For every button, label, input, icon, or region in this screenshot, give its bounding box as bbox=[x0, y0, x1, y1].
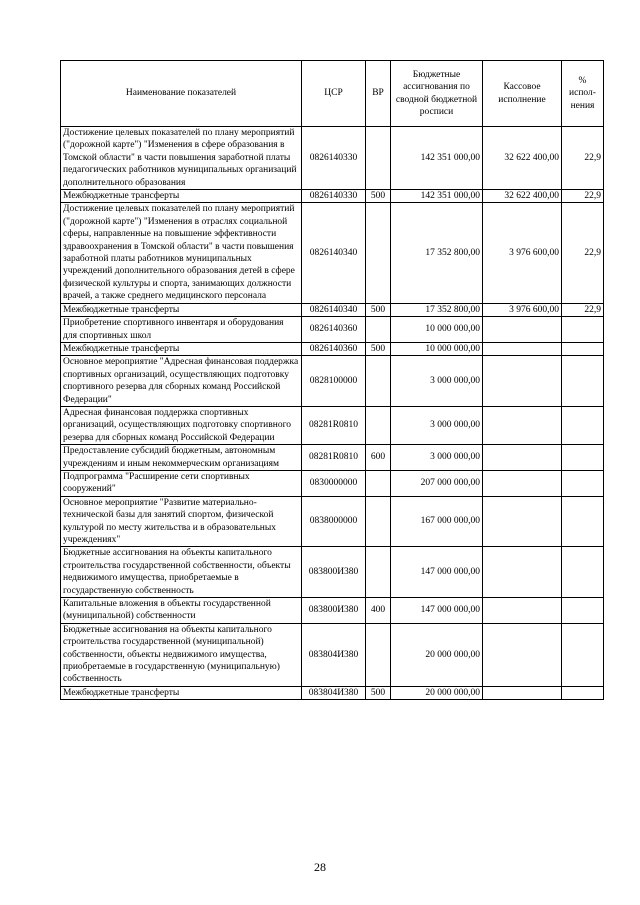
cell-percent bbox=[562, 496, 604, 547]
cell-vr: 500 bbox=[366, 342, 391, 355]
cell-budget: 20 000 000,00 bbox=[391, 686, 483, 699]
cell-percent bbox=[562, 356, 604, 407]
cell-budget: 17 352 800,00 bbox=[391, 303, 483, 316]
cell-cash bbox=[483, 686, 562, 699]
cell-budget: 147 000 000,00 bbox=[391, 547, 483, 598]
cell-vr: 400 bbox=[366, 598, 391, 624]
table-row bbox=[61, 203, 604, 303]
cell-percent bbox=[562, 623, 604, 686]
table-row bbox=[61, 496, 604, 547]
cell-csr: 083804И380 bbox=[302, 686, 366, 699]
cell-csr: 083804И380 bbox=[302, 623, 366, 686]
cell-vr bbox=[366, 203, 391, 303]
cell-vr: 500 bbox=[366, 190, 391, 203]
cell-cash: 3 976 600,00 bbox=[483, 203, 562, 303]
cell-vr bbox=[366, 317, 391, 343]
cell-csr: 0830000000 bbox=[302, 470, 366, 496]
cell-budget: 3 000 000,00 bbox=[391, 406, 483, 444]
cell-name: Достижение целевых показателей по плану мероприятий ("дорожной карте") "Изменения в сфере образования в Томской области" в части повышения заработной платы педагогических работников муниципальных организаций дополнительного образования bbox=[61, 127, 302, 190]
header-vr: ВР bbox=[366, 61, 391, 127]
cell-percent bbox=[562, 598, 604, 624]
cell-budget: 10 000 000,00 bbox=[391, 317, 483, 343]
cell-percent: 22,9 bbox=[562, 127, 604, 190]
cell-percent bbox=[562, 406, 604, 444]
cell-cash bbox=[483, 598, 562, 624]
header-percent: % испол-нения bbox=[562, 61, 604, 127]
cell-budget: 17 352 800,00 bbox=[391, 203, 483, 303]
table-header-row bbox=[61, 61, 604, 127]
table-row bbox=[61, 470, 604, 496]
cell-name: Межбюджетные трансферты bbox=[61, 303, 302, 316]
cell-name: Межбюджетные трансферты bbox=[61, 342, 302, 355]
cell-csr: 0826140360 bbox=[302, 317, 366, 343]
cell-cash bbox=[483, 496, 562, 547]
table-row bbox=[61, 598, 604, 624]
table-row bbox=[61, 445, 604, 471]
cell-budget: 10 000 000,00 bbox=[391, 342, 483, 355]
cell-cash bbox=[483, 470, 562, 496]
table-row bbox=[61, 686, 604, 699]
cell-vr: 500 bbox=[366, 686, 391, 699]
cell-percent bbox=[562, 686, 604, 699]
cell-name: Основное мероприятие "Развитие материально-технической базы для занятий спортом, физической культурой по месту жительства и в образовательных учреждениях" bbox=[61, 496, 302, 547]
table-row bbox=[61, 127, 604, 190]
cell-csr: 08281R0810 bbox=[302, 406, 366, 444]
cell-name: Достижение целевых показателей по плану мероприятий ("дорожной карте") "Изменения в отраслях социальной сферы, направленные на повышение эффективности здравоохранения в Томской области" в части повышения заработной платы работников муниципальных учреждений дополнительного образования детей в сфере физической культуры и спорта, занимающих должности врачей, а также среднего медицинского персонала bbox=[61, 203, 302, 303]
cell-vr bbox=[366, 623, 391, 686]
cell-vr: 600 bbox=[366, 445, 391, 471]
cell-name: Межбюджетные трансферты bbox=[61, 190, 302, 203]
table-row bbox=[61, 342, 604, 355]
cell-percent: 22,9 bbox=[562, 203, 604, 303]
cell-cash bbox=[483, 547, 562, 598]
cell-percent: 22,9 bbox=[562, 303, 604, 316]
cell-name: Бюджетные ассигнования на объекты капитального строительства государственной (муниципальной) собственности, объекты недвижимого имущества, приобретаемые в государственную (муниципальную) собственность bbox=[61, 623, 302, 686]
table-row bbox=[61, 190, 604, 203]
cell-name: Основное мероприятие "Адресная финансовая поддержка спортивных организаций, осуществляющих подготовку спортивного резерва для сборных команд Российской Федерации" bbox=[61, 356, 302, 407]
header-csr: ЦСР bbox=[302, 61, 366, 127]
cell-cash bbox=[483, 445, 562, 471]
header-name: Наименование показателей bbox=[61, 61, 302, 127]
cell-csr: 0826140340 bbox=[302, 203, 366, 303]
cell-csr: 0826140340 bbox=[302, 303, 366, 316]
cell-name: Адресная финансовая поддержка спортивных организаций, осуществляющих подготовку спортивного резерва для сборных команд Российской Федерации bbox=[61, 406, 302, 444]
cell-csr: 0826140330 bbox=[302, 127, 366, 190]
cell-budget: 142 351 000,00 bbox=[391, 127, 483, 190]
cell-name: Подпрограмма "Расширение сети спортивных сооружений" bbox=[61, 470, 302, 496]
cell-csr: 0838000000 bbox=[302, 496, 366, 547]
cell-csr: 0828100000 bbox=[302, 356, 366, 407]
cell-vr bbox=[366, 127, 391, 190]
cell-vr bbox=[366, 470, 391, 496]
cell-cash bbox=[483, 406, 562, 444]
cell-budget: 147 000 000,00 bbox=[391, 598, 483, 624]
cell-csr: 083800И380 bbox=[302, 598, 366, 624]
cell-budget: 167 000 000,00 bbox=[391, 496, 483, 547]
table-row bbox=[61, 547, 604, 598]
cell-cash bbox=[483, 623, 562, 686]
cell-percent bbox=[562, 317, 604, 343]
cell-budget: 142 351 000,00 bbox=[391, 190, 483, 203]
cell-vr bbox=[366, 406, 391, 444]
cell-csr: 0826140330 bbox=[302, 190, 366, 203]
cell-csr: 0826140360 bbox=[302, 342, 366, 355]
header-budget: Бюджетные ассигнования по сводной бюджетной росписи bbox=[391, 61, 483, 127]
table-row bbox=[61, 303, 604, 316]
cell-budget: 20 000 000,00 bbox=[391, 623, 483, 686]
cell-percent bbox=[562, 342, 604, 355]
table-row bbox=[61, 317, 604, 343]
budget-table bbox=[60, 60, 604, 700]
cell-percent bbox=[562, 547, 604, 598]
cell-name: Капитальные вложения в объекты государственной (муниципальной) собственности bbox=[61, 598, 302, 624]
cell-percent: 22,9 bbox=[562, 190, 604, 203]
cell-name: Бюджетные ассигнования на объекты капитального строительства государственной собственности, объекты недвижимого имущества, приобретаемые в государственную собственность bbox=[61, 547, 302, 598]
cell-percent bbox=[562, 445, 604, 471]
cell-vr: 500 bbox=[366, 303, 391, 316]
cell-csr: 083800И380 bbox=[302, 547, 366, 598]
cell-cash: 3 976 600,00 bbox=[483, 303, 562, 316]
table-row bbox=[61, 623, 604, 686]
cell-vr bbox=[366, 356, 391, 407]
table-row bbox=[61, 406, 604, 444]
page-number: 28 bbox=[314, 860, 326, 874]
cell-budget: 3 000 000,00 bbox=[391, 356, 483, 407]
cell-name: Предоставление субсидий бюджетным, автономным учреждениям и иным некоммерческим организациям bbox=[61, 445, 302, 471]
cell-cash bbox=[483, 356, 562, 407]
cell-name: Приобретение спортивного инвентаря и оборудования для спортивных школ bbox=[61, 317, 302, 343]
cell-percent bbox=[562, 470, 604, 496]
cell-csr: 08281R0810 bbox=[302, 445, 366, 471]
cell-budget: 207 000 000,00 bbox=[391, 470, 483, 496]
cell-name: Межбюджетные трансферты bbox=[61, 686, 302, 699]
table-row bbox=[61, 356, 604, 407]
cell-vr bbox=[366, 496, 391, 547]
cell-vr bbox=[366, 547, 391, 598]
cell-budget: 3 000 000,00 bbox=[391, 445, 483, 471]
cell-cash bbox=[483, 317, 562, 343]
cell-cash: 32 622 400,00 bbox=[483, 190, 562, 203]
header-cash: Кассовое исполнение bbox=[483, 61, 562, 127]
cell-cash: 32 622 400,00 bbox=[483, 127, 562, 190]
cell-cash bbox=[483, 342, 562, 355]
